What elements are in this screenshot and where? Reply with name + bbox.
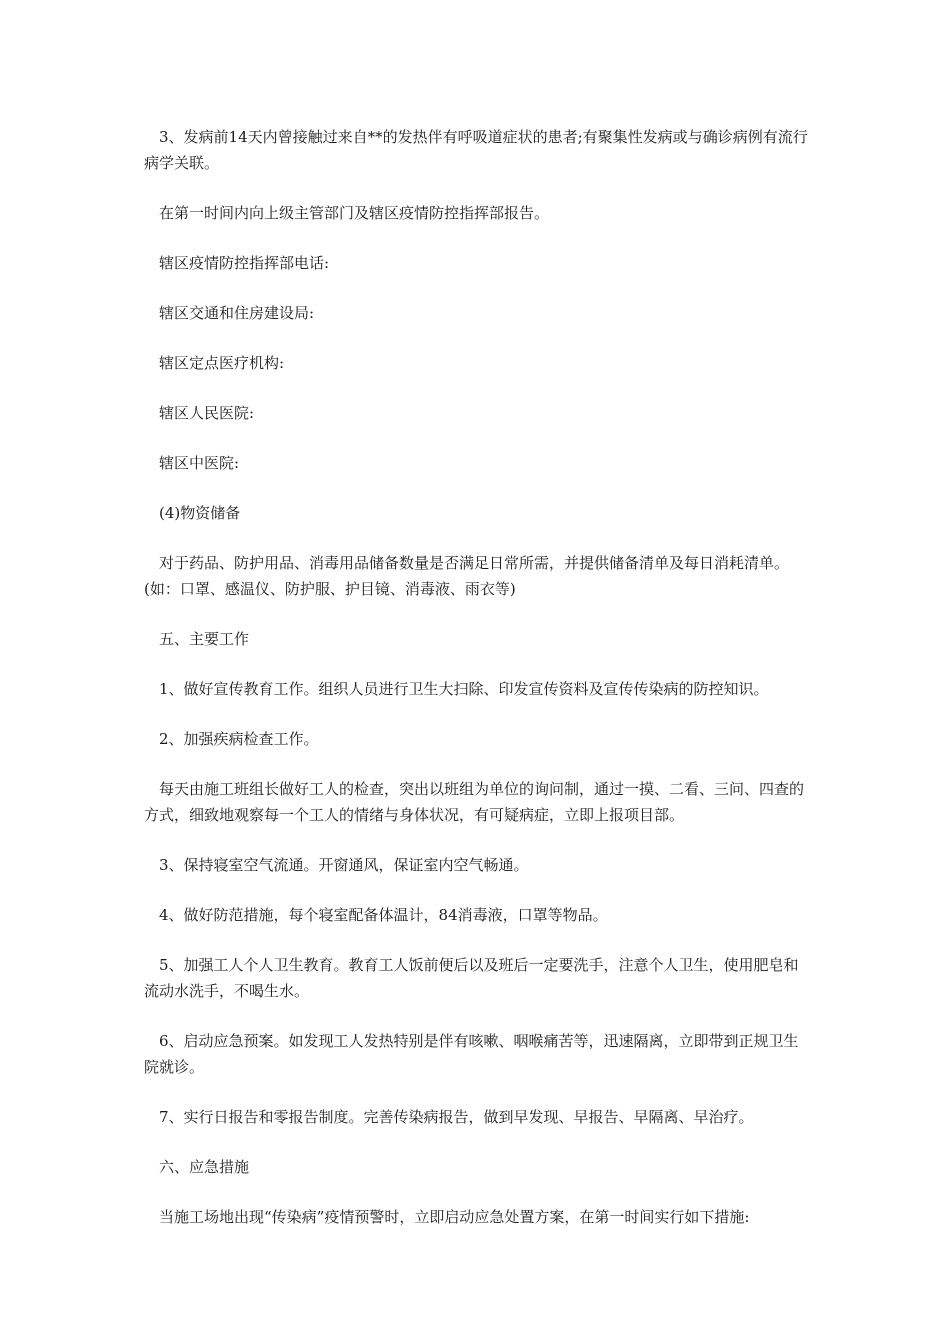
paragraph-report-instruction: 在第一时间内向上级主管部门及辖区疫情防控指挥部报告。 <box>159 204 550 222</box>
paragraph-hygiene: 5、加强工人个人卫生教育。教育工人饭前便后以及班后一定要洗手，注意个人卫生，使用肥皂和流动水洗手，不喝生水。 <box>144 956 799 1000</box>
heading-material-reserve: (4)物资储备 <box>159 504 241 522</box>
paragraph-emergency-plan: 6、启动应急预案。如发现工人发热特别是伴有咳嗽、咽喉痛苦等，迅速隔离，立即带到正规卫生院就诊。 <box>144 1032 799 1076</box>
paragraph-ventilation: 3、保持寝室空气流通。开窗通风，保证室内空气畅通。 <box>159 856 529 874</box>
paragraph-reporting: 7、实行日报告和零报告制度。完善传染病报告，做到早发现、早报告、早隔离、早治疗。 <box>159 1108 754 1126</box>
paragraph-prevention: 4、做好防范措施，每个寝室配备体温计，84消毒液，口罩等物品。 <box>159 906 608 924</box>
paragraph-medical-institution: 辖区定点医疗机构: <box>159 354 285 372</box>
document-page <box>144 124 808 1230</box>
paragraph-daily-check: 每天由施工班组长做好工人的检查，突出以班组为单位的询问制，通过一摸、二看、三问、四查的方式，细致地观察每一个工人的情绪与身体状况，有可疑病症，立即上报项目部。 <box>144 780 805 824</box>
paragraph-material-list: 对于药品、防护用品、消毒用品储备数量是否满足日常所需，并提供储备清单及每日消耗清单。(如：口罩、感温仪、防护服、护目镜、消毒液、雨衣等) <box>144 554 790 598</box>
paragraph-contact-criteria: 3、发病前14天内曾接触过来自**的发热伴有呼吸道症状的患者;有聚集性发病或与确诊病例有流行病学关联。 <box>144 128 808 172</box>
paragraph-warning-response: 当施工场地出现“传染病”疫情预警时，立即启动应急处置方案，在第一时间实行如下措施: <box>159 1208 750 1226</box>
heading-emergency-measures: 六、应急措施 <box>159 1158 250 1176</box>
paragraph-peoples-hospital: 辖区人民医院: <box>159 404 255 422</box>
paragraph-transport-bureau: 辖区交通和住房建设局: <box>159 304 315 322</box>
heading-main-work: 五、主要工作 <box>159 630 250 648</box>
paragraph-hq-phone: 辖区疫情防控指挥部电话: <box>159 254 330 272</box>
paragraph-education: 1、做好宣传教育工作。组织人员进行卫生大扫除、印发宣传资料及宣传传染病的防控知识。 <box>159 680 769 698</box>
paragraph-chinese-medicine-hospital: 辖区中医院: <box>159 454 240 472</box>
paragraph-inspection: 2、加强疾病检查工作。 <box>159 730 319 748</box>
